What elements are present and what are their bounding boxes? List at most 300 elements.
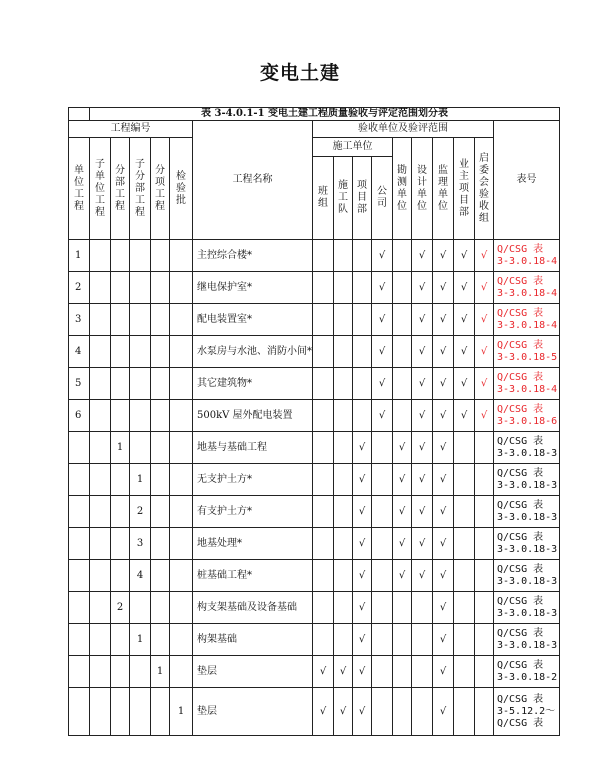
form-no-cell <box>494 400 560 432</box>
check-cell: √ <box>372 400 393 432</box>
project-name-cell: 垫层 <box>193 656 313 688</box>
check-cell <box>393 656 412 688</box>
check-cell: √ <box>412 272 433 304</box>
number-cell <box>130 592 151 624</box>
number-cell <box>111 304 130 336</box>
number-cell <box>111 688 130 736</box>
number-cell <box>170 240 193 272</box>
check-cell <box>393 304 412 336</box>
form-no-line: Q/CSG 表 <box>497 339 544 351</box>
number-cell <box>69 560 90 592</box>
header-construction-unit: 施工单位 <box>313 138 393 157</box>
number-cell <box>111 464 130 496</box>
header-vert: 分 部 工 程 <box>111 138 130 240</box>
number-cell <box>69 624 90 656</box>
number-cell <box>90 496 111 528</box>
check-cell <box>412 688 433 736</box>
number-cell <box>130 656 151 688</box>
form-no-line: Q/CSG 表 <box>497 435 544 447</box>
check-cell: √ <box>454 336 475 368</box>
number-cell <box>151 240 170 272</box>
number-cell: 5 <box>69 368 90 400</box>
header-vert: 分 项 工 程 <box>151 138 170 240</box>
project-name-cell: 继电保护室* <box>193 272 313 304</box>
check-cell: √ <box>412 304 433 336</box>
check-cell <box>475 464 494 496</box>
check-cell <box>393 400 412 432</box>
form-no-cell <box>494 272 560 304</box>
form-no-line: 3-3.0.18-3 <box>497 511 558 523</box>
check-cell: √ <box>412 432 433 464</box>
number-cell <box>151 592 170 624</box>
form-no-line: Q/CSG 表 <box>497 693 544 705</box>
header-vert: 子 分 部 工 程 <box>130 138 151 240</box>
number-cell: 1 <box>130 464 151 496</box>
number-cell <box>170 496 193 528</box>
check-cell <box>372 464 393 496</box>
check-cell: √ <box>412 464 433 496</box>
check-cell <box>334 432 353 464</box>
check-cell: √ <box>475 240 494 272</box>
header-vert: 班 组 <box>313 157 334 240</box>
number-cell: 2 <box>130 496 151 528</box>
check-cell <box>313 496 334 528</box>
check-cell <box>313 336 334 368</box>
project-name-cell: 主控综合楼* <box>193 240 313 272</box>
header-vert: 设 计 单 位 <box>412 138 433 240</box>
check-cell: √ <box>433 592 454 624</box>
check-cell <box>353 336 372 368</box>
form-no-line: Q/CSG 表 <box>497 659 544 671</box>
check-cell <box>334 336 353 368</box>
number-cell: 4 <box>69 336 90 368</box>
header-row-1 <box>69 121 560 138</box>
number-cell <box>90 624 111 656</box>
form-no-line: 3-3.0.18-3 <box>497 479 558 491</box>
number-cell <box>151 464 170 496</box>
check-cell: √ <box>393 528 412 560</box>
table-row <box>69 272 560 304</box>
number-cell <box>90 368 111 400</box>
check-cell <box>313 432 334 464</box>
check-cell <box>313 368 334 400</box>
check-cell: √ <box>433 656 454 688</box>
form-no-line: Q/CSG 表 <box>497 499 544 511</box>
number-cell <box>90 272 111 304</box>
check-cell <box>412 592 433 624</box>
form-no-line: 3-3.0.18-3 <box>497 607 558 619</box>
header-vert: 单 位 工 程 <box>69 138 90 240</box>
number-cell <box>111 240 130 272</box>
form-no-cell <box>494 656 560 688</box>
check-cell: √ <box>412 336 433 368</box>
check-cell: √ <box>433 240 454 272</box>
table-row <box>69 336 560 368</box>
number-cell <box>151 496 170 528</box>
number-cell <box>130 400 151 432</box>
number-cell <box>90 400 111 432</box>
form-no-line: Q/CSG 表 <box>497 717 544 729</box>
table-row <box>69 464 560 496</box>
check-cell: √ <box>433 624 454 656</box>
check-cell <box>334 368 353 400</box>
check-cell <box>313 400 334 432</box>
header-vert: 施 工 队 <box>334 157 353 240</box>
check-cell: √ <box>372 240 393 272</box>
form-no-cell <box>494 592 560 624</box>
caption-row <box>69 108 560 121</box>
form-no-line: Q/CSG 表 <box>497 275 544 287</box>
number-cell: 1 <box>69 240 90 272</box>
table-row <box>69 368 560 400</box>
form-no-line: 3-3.0.18-3 <box>497 575 558 587</box>
number-cell <box>151 336 170 368</box>
header-vert: 启 委 会 验 收 组 <box>475 138 494 240</box>
header-vert: 检 验 批 <box>170 138 193 240</box>
number-cell: 1 <box>170 688 193 736</box>
check-cell <box>334 304 353 336</box>
number-cell <box>111 656 130 688</box>
check-cell <box>393 368 412 400</box>
check-cell: √ <box>433 688 454 736</box>
header-row-2 <box>69 138 560 157</box>
check-cell <box>412 624 433 656</box>
number-cell <box>69 464 90 496</box>
check-cell <box>334 400 353 432</box>
check-cell: √ <box>475 368 494 400</box>
number-cell <box>151 624 170 656</box>
number-cell: 6 <box>69 400 90 432</box>
table-caption: 表 3-4.0.1-1 变电土建工程质量验收与评定范围划分表 <box>90 108 560 121</box>
project-name-cell: 水泵房与水池、消防小间* <box>193 336 313 368</box>
number-cell <box>151 688 170 736</box>
form-no-cell <box>494 240 560 272</box>
check-cell <box>372 560 393 592</box>
check-cell: √ <box>412 240 433 272</box>
check-cell: √ <box>475 400 494 432</box>
page-title: 变电土建 <box>259 62 340 84</box>
header-acceptance-scope: 验收单位及验评范围 <box>313 121 494 138</box>
acceptance-table <box>68 107 560 736</box>
project-name-cell: 500kV 屋外配电装置 <box>193 400 313 432</box>
check-cell <box>313 464 334 496</box>
header-vert: 勘 测 单 位 <box>393 138 412 240</box>
number-cell <box>170 336 193 368</box>
check-cell <box>353 400 372 432</box>
number-cell <box>130 272 151 304</box>
number-cell <box>111 528 130 560</box>
check-cell <box>313 304 334 336</box>
check-cell: √ <box>433 560 454 592</box>
form-no-line: Q/CSG 表 <box>497 563 544 575</box>
check-cell: √ <box>433 304 454 336</box>
number-cell <box>69 592 90 624</box>
number-cell <box>111 368 130 400</box>
form-no-line: Q/CSG 表 <box>497 531 544 543</box>
table-row <box>69 240 560 272</box>
header-vert: 子 单 位 工 程 <box>90 138 111 240</box>
number-cell <box>170 432 193 464</box>
number-cell <box>170 400 193 432</box>
number-cell <box>170 656 193 688</box>
header-vert: 监 理 单 位 <box>433 138 454 240</box>
check-cell: √ <box>412 560 433 592</box>
number-cell <box>111 336 130 368</box>
check-cell <box>393 336 412 368</box>
check-cell: √ <box>372 304 393 336</box>
check-cell <box>475 496 494 528</box>
check-cell: √ <box>433 432 454 464</box>
check-cell <box>393 688 412 736</box>
form-no-cell <box>494 688 560 736</box>
number-cell <box>111 624 130 656</box>
form-no-line: 3-3.0.18-2 <box>497 671 558 683</box>
form-no-cell <box>494 624 560 656</box>
check-cell <box>475 528 494 560</box>
number-cell <box>130 336 151 368</box>
check-cell: √ <box>412 368 433 400</box>
check-cell: √ <box>334 688 353 736</box>
number-cell <box>151 400 170 432</box>
form-no-line: Q/CSG 表 <box>497 467 544 479</box>
project-name-cell: 地基与基础工程 <box>193 432 313 464</box>
form-no-cell <box>494 464 560 496</box>
number-cell <box>90 432 111 464</box>
form-no-cell <box>494 496 560 528</box>
form-no-line: 3-3.0.18-3 <box>497 543 558 555</box>
check-cell <box>313 240 334 272</box>
table-row <box>69 688 560 736</box>
form-no-line: 3-3.0.18-3 <box>497 639 558 651</box>
header-vert: 业 主 项 目 部 <box>454 138 475 240</box>
project-name-cell: 有支护土方* <box>193 496 313 528</box>
number-cell <box>151 304 170 336</box>
check-cell: √ <box>412 400 433 432</box>
number-cell <box>111 272 130 304</box>
number-cell <box>69 656 90 688</box>
number-cell <box>69 528 90 560</box>
number-cell <box>151 560 170 592</box>
number-cell <box>90 528 111 560</box>
check-cell <box>313 624 334 656</box>
project-name-cell: 其它建筑物* <box>193 368 313 400</box>
check-cell <box>334 272 353 304</box>
check-cell <box>372 688 393 736</box>
check-cell <box>454 464 475 496</box>
table-row <box>69 304 560 336</box>
table-row <box>69 656 560 688</box>
check-cell <box>313 528 334 560</box>
form-no-line: 3-3.0.18-4 <box>497 383 558 395</box>
number-cell <box>111 400 130 432</box>
check-cell <box>393 592 412 624</box>
check-cell <box>454 656 475 688</box>
check-cell: √ <box>475 272 494 304</box>
check-cell <box>372 432 393 464</box>
check-cell: √ <box>454 240 475 272</box>
table-row <box>69 624 560 656</box>
check-cell: √ <box>313 688 334 736</box>
check-cell <box>393 240 412 272</box>
check-cell: √ <box>433 464 454 496</box>
check-cell: √ <box>412 496 433 528</box>
check-cell: √ <box>433 272 454 304</box>
check-cell <box>313 272 334 304</box>
check-cell <box>475 592 494 624</box>
number-cell <box>90 688 111 736</box>
check-cell <box>353 304 372 336</box>
project-name-cell: 垫层 <box>193 688 313 736</box>
check-cell <box>454 528 475 560</box>
header-project-name: 工程名称 <box>193 121 313 240</box>
form-no-cell <box>494 368 560 400</box>
number-cell <box>151 528 170 560</box>
table-row <box>69 496 560 528</box>
number-cell <box>111 496 130 528</box>
check-cell <box>334 496 353 528</box>
header-vert: 公 司 <box>372 157 393 240</box>
check-cell: √ <box>454 368 475 400</box>
check-cell: √ <box>475 304 494 336</box>
check-cell: √ <box>353 496 372 528</box>
check-cell: √ <box>433 528 454 560</box>
check-cell: √ <box>313 656 334 688</box>
check-cell <box>334 560 353 592</box>
number-cell <box>130 368 151 400</box>
check-cell <box>454 432 475 464</box>
number-cell: 2 <box>69 272 90 304</box>
header-vert: 项 目 部 <box>353 157 372 240</box>
check-cell: √ <box>412 528 433 560</box>
check-cell <box>313 560 334 592</box>
check-cell: √ <box>334 656 353 688</box>
number-cell: 1 <box>111 432 130 464</box>
check-cell: √ <box>353 432 372 464</box>
check-cell: √ <box>433 400 454 432</box>
number-cell <box>90 592 111 624</box>
check-cell <box>313 592 334 624</box>
table-row <box>69 528 560 560</box>
form-no-line: Q/CSG 表 <box>497 403 544 415</box>
check-cell <box>475 688 494 736</box>
check-cell: √ <box>393 560 412 592</box>
number-cell <box>151 368 170 400</box>
check-cell <box>454 496 475 528</box>
number-cell <box>69 688 90 736</box>
check-cell <box>353 272 372 304</box>
number-cell <box>111 560 130 592</box>
form-no-line: Q/CSG 表 <box>497 627 544 639</box>
check-cell <box>454 592 475 624</box>
check-cell: √ <box>353 592 372 624</box>
number-cell <box>151 272 170 304</box>
check-cell: √ <box>393 432 412 464</box>
project-name-cell: 构支架基础及设备基础 <box>193 592 313 624</box>
check-cell: √ <box>433 496 454 528</box>
check-cell: √ <box>393 496 412 528</box>
check-cell <box>475 560 494 592</box>
number-cell: 1 <box>151 656 170 688</box>
check-cell <box>393 624 412 656</box>
form-no-line: 3-5.12.2～ <box>497 705 556 717</box>
project-name-cell: 配电装置室* <box>193 304 313 336</box>
number-cell <box>170 624 193 656</box>
check-cell: √ <box>475 336 494 368</box>
number-cell <box>69 432 90 464</box>
project-name-cell: 地基处理* <box>193 528 313 560</box>
form-no-line: 3-3.0.18-4 <box>497 255 558 267</box>
form-no-line: Q/CSG 表 <box>497 595 544 607</box>
check-cell <box>475 656 494 688</box>
header-form-no: 表号 <box>494 121 560 240</box>
check-cell <box>372 656 393 688</box>
header-project-numbering: 工程编号 <box>69 121 193 138</box>
number-cell: 2 <box>111 592 130 624</box>
form-no-cell <box>494 432 560 464</box>
number-cell <box>170 464 193 496</box>
number-cell <box>130 688 151 736</box>
corner-cell <box>69 108 90 121</box>
number-cell <box>69 496 90 528</box>
check-cell: √ <box>353 560 372 592</box>
number-cell <box>170 528 193 560</box>
check-cell: √ <box>433 368 454 400</box>
form-no-line: Q/CSG 表 <box>497 371 544 383</box>
number-cell <box>170 272 193 304</box>
form-no-cell <box>494 304 560 336</box>
number-cell <box>90 336 111 368</box>
number-cell <box>90 240 111 272</box>
check-cell <box>372 624 393 656</box>
number-cell <box>90 656 111 688</box>
number-cell <box>130 304 151 336</box>
project-name-cell: 桩基础工程* <box>193 560 313 592</box>
check-cell: √ <box>353 656 372 688</box>
check-cell: √ <box>454 400 475 432</box>
check-cell: √ <box>372 336 393 368</box>
form-no-line: 3-3.0.18-4 <box>497 319 558 331</box>
number-cell <box>170 304 193 336</box>
form-no-line: 3-3.0.18-3 <box>497 447 558 459</box>
number-cell: 1 <box>130 624 151 656</box>
project-name-cell: 无支护土方* <box>193 464 313 496</box>
check-cell <box>372 528 393 560</box>
check-cell <box>454 688 475 736</box>
form-no-cell <box>494 528 560 560</box>
number-cell <box>90 464 111 496</box>
check-cell <box>454 624 475 656</box>
check-cell <box>353 240 372 272</box>
check-cell: √ <box>372 368 393 400</box>
check-cell: √ <box>353 528 372 560</box>
check-cell <box>334 528 353 560</box>
table-row <box>69 560 560 592</box>
number-cell <box>90 304 111 336</box>
check-cell: √ <box>353 624 372 656</box>
project-name-cell: 构架基础 <box>193 624 313 656</box>
check-cell <box>454 560 475 592</box>
check-cell: √ <box>454 304 475 336</box>
check-cell <box>475 432 494 464</box>
table-row <box>69 400 560 432</box>
form-no-line: Q/CSG 表 <box>497 243 544 255</box>
check-cell: √ <box>353 464 372 496</box>
check-cell <box>372 592 393 624</box>
number-cell: 3 <box>69 304 90 336</box>
form-no-cell <box>494 560 560 592</box>
table-row <box>69 592 560 624</box>
check-cell <box>353 368 372 400</box>
